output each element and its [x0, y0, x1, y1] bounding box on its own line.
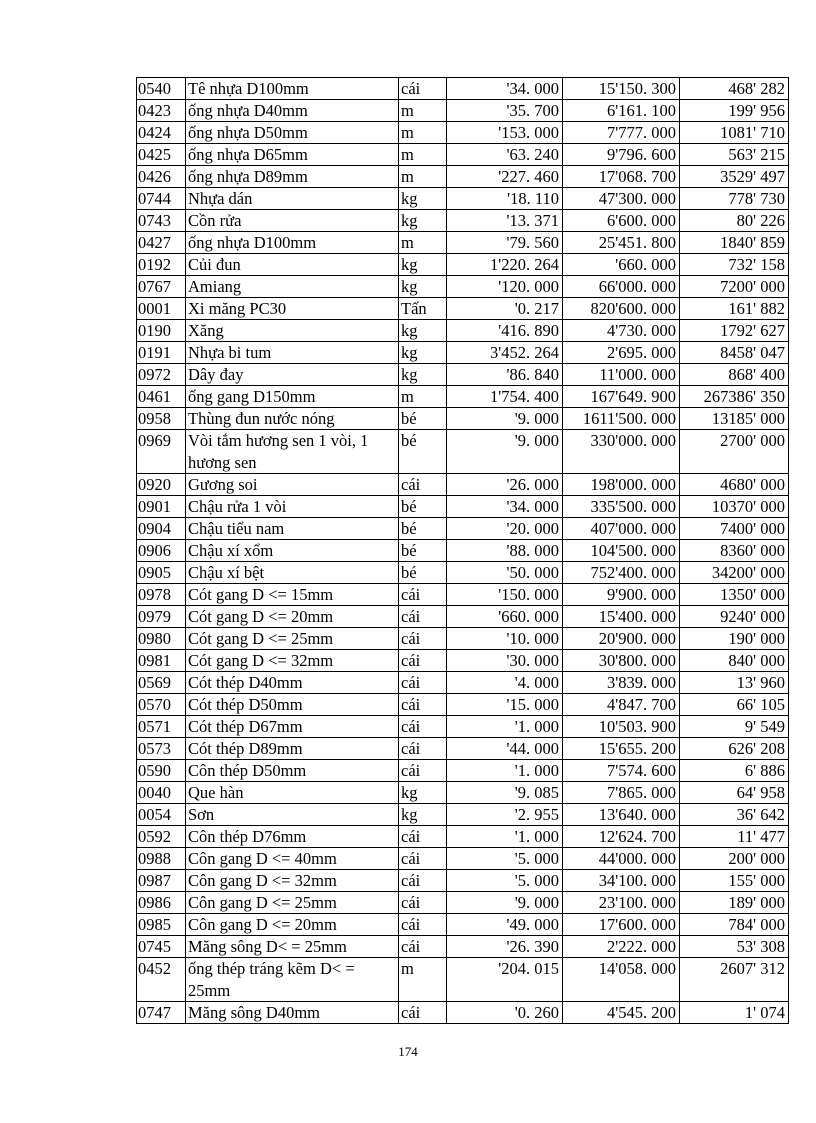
item-unit: cái [399, 650, 447, 672]
item-unit-price: 2'695. 000 [563, 342, 680, 364]
item-unit-price: 407'000. 000 [563, 518, 680, 540]
item-quantity: '44. 000 [447, 738, 563, 760]
item-unit-price: 44'000. 000 [563, 848, 680, 870]
table-row [137, 936, 789, 958]
item-name: Chậu xí xổm [186, 540, 399, 562]
item-quantity: '79. 560 [447, 232, 563, 254]
item-unit: cái [399, 870, 447, 892]
item-unit-price: 6'161. 100 [563, 100, 680, 122]
item-code: 0461 [137, 386, 186, 408]
item-total: 10370' 000 [680, 496, 789, 518]
item-unit-price: 335'500. 000 [563, 496, 680, 518]
table-row [137, 562, 789, 584]
item-total: 13185' 000 [680, 408, 789, 430]
table-row [137, 804, 789, 826]
item-name: Tê nhựa D100mm [186, 78, 399, 100]
item-unit-price: 167'649. 900 [563, 386, 680, 408]
item-name: Que hàn [186, 782, 399, 804]
item-total: 1350' 000 [680, 584, 789, 606]
item-name: ống thép tráng kẽm D< = 25mm [186, 958, 399, 1002]
item-unit: cái [399, 892, 447, 914]
item-quantity: '18. 110 [447, 188, 563, 210]
page-number: 174 [398, 1044, 418, 1059]
item-code: 0906 [137, 540, 186, 562]
item-total: 53' 308 [680, 936, 789, 958]
item-unit: bé [399, 496, 447, 518]
table-row [137, 408, 789, 430]
item-unit: cái [399, 848, 447, 870]
item-name: ống nhựa D65mm [186, 144, 399, 166]
item-quantity: '10. 000 [447, 628, 563, 650]
item-unit: m [399, 144, 447, 166]
item-unit: bé [399, 562, 447, 584]
item-total: 784' 000 [680, 914, 789, 936]
item-total: 468' 282 [680, 78, 789, 100]
item-code: 0191 [137, 342, 186, 364]
table-row [137, 232, 789, 254]
item-quantity: '1. 000 [447, 716, 563, 738]
item-total: 732' 158 [680, 254, 789, 276]
item-quantity: '88. 000 [447, 540, 563, 562]
table-row [137, 914, 789, 936]
item-unit: kg [399, 320, 447, 342]
item-code: 0980 [137, 628, 186, 650]
item-unit: cái [399, 584, 447, 606]
table-row [137, 826, 789, 848]
item-code: 0192 [137, 254, 186, 276]
item-total: 34200' 000 [680, 562, 789, 584]
table-row [137, 320, 789, 342]
item-name: Măng sông D40mm [186, 1002, 399, 1024]
item-unit: kg [399, 782, 447, 804]
item-unit: cái [399, 738, 447, 760]
item-total: 161' 882 [680, 298, 789, 320]
item-quantity: 3'452. 264 [447, 342, 563, 364]
item-total: 7200' 000 [680, 276, 789, 298]
item-name: Cót gang D <= 32mm [186, 650, 399, 672]
item-code: 0987 [137, 870, 186, 892]
item-quantity: '49. 000 [447, 914, 563, 936]
item-unit-price: 7'777. 000 [563, 122, 680, 144]
table-row [137, 276, 789, 298]
item-total: 9240' 000 [680, 606, 789, 628]
table-row [137, 760, 789, 782]
item-unit-price: 4'730. 000 [563, 320, 680, 342]
item-total: 1840' 859 [680, 232, 789, 254]
item-quantity: '34. 000 [447, 496, 563, 518]
table-row [137, 430, 789, 474]
item-code: 0904 [137, 518, 186, 540]
item-unit-price: 9'900. 000 [563, 584, 680, 606]
item-unit-price: 15'150. 300 [563, 78, 680, 100]
item-quantity: '30. 000 [447, 650, 563, 672]
item-unit: bé [399, 540, 447, 562]
item-name: Côn gang D <= 32mm [186, 870, 399, 892]
item-unit: bé [399, 430, 447, 474]
item-code: 0452 [137, 958, 186, 1002]
table-row [137, 782, 789, 804]
item-name: Amiang [186, 276, 399, 298]
item-name: Măng sông D< = 25mm [186, 936, 399, 958]
item-unit: cái [399, 826, 447, 848]
item-total: 1' 074 [680, 1002, 789, 1024]
item-unit: kg [399, 804, 447, 826]
item-unit-price: 12'624. 700 [563, 826, 680, 848]
item-name: Côn gang D <= 40mm [186, 848, 399, 870]
item-quantity: '1. 000 [447, 826, 563, 848]
item-code: 0972 [137, 364, 186, 386]
item-unit: cái [399, 694, 447, 716]
item-unit: cái [399, 78, 447, 100]
table-row [137, 892, 789, 914]
item-name: Thùng đun nước nóng [186, 408, 399, 430]
item-unit: cái [399, 936, 447, 958]
item-unit-price: 13'640. 000 [563, 804, 680, 826]
item-unit: kg [399, 364, 447, 386]
item-code: 0426 [137, 166, 186, 188]
table-row [137, 364, 789, 386]
item-code: 0573 [137, 738, 186, 760]
table-row [137, 848, 789, 870]
item-name: Nhựa dán [186, 188, 399, 210]
item-quantity: '20. 000 [447, 518, 563, 540]
item-name: Nhựa bi tum [186, 342, 399, 364]
item-name: Cót thép D89mm [186, 738, 399, 760]
item-total: 8458' 047 [680, 342, 789, 364]
materials-table [136, 77, 789, 1024]
item-quantity: '227. 460 [447, 166, 563, 188]
item-unit: cái [399, 628, 447, 650]
item-quantity: '86. 840 [447, 364, 563, 386]
item-quantity: '416. 890 [447, 320, 563, 342]
item-name: Vòi tắm hương sen 1 vòi, 1 hương sen [186, 430, 399, 474]
table-row [137, 650, 789, 672]
item-total: 563' 215 [680, 144, 789, 166]
item-quantity: '9. 085 [447, 782, 563, 804]
item-code: 0001 [137, 298, 186, 320]
item-unit-price: 30'800. 000 [563, 650, 680, 672]
item-unit-price: 6'600. 000 [563, 210, 680, 232]
table-row [137, 540, 789, 562]
item-quantity: '35. 700 [447, 100, 563, 122]
item-total: 13' 960 [680, 672, 789, 694]
table-row [137, 474, 789, 496]
item-unit-price: 15'400. 000 [563, 606, 680, 628]
item-total: 2700' 000 [680, 430, 789, 474]
item-quantity: 1'754. 400 [447, 386, 563, 408]
item-code: 0767 [137, 276, 186, 298]
item-unit-price: 34'100. 000 [563, 870, 680, 892]
item-name: Cót thép D40mm [186, 672, 399, 694]
materials-table-body [137, 78, 789, 1024]
table-row [137, 606, 789, 628]
item-code: 0979 [137, 606, 186, 628]
item-quantity: '5. 000 [447, 848, 563, 870]
item-unit: m [399, 232, 447, 254]
item-unit-price: 4'847. 700 [563, 694, 680, 716]
item-total: 868' 400 [680, 364, 789, 386]
item-code: 0901 [137, 496, 186, 518]
item-quantity: '150. 000 [447, 584, 563, 606]
item-code: 0190 [137, 320, 186, 342]
item-quantity: '120. 000 [447, 276, 563, 298]
table-row [137, 518, 789, 540]
item-unit: cái [399, 672, 447, 694]
table-row [137, 78, 789, 100]
table-row [137, 100, 789, 122]
table-row [137, 188, 789, 210]
item-unit: kg [399, 342, 447, 364]
item-total: 66' 105 [680, 694, 789, 716]
item-name: ống nhựa D89mm [186, 166, 399, 188]
item-quantity: '63. 240 [447, 144, 563, 166]
table-row [137, 342, 789, 364]
item-quantity: '204. 015 [447, 958, 563, 1002]
item-unit: m [399, 122, 447, 144]
item-unit: cái [399, 760, 447, 782]
item-total: 778' 730 [680, 188, 789, 210]
table-row [137, 628, 789, 650]
item-unit: cái [399, 716, 447, 738]
item-unit-price: 104'500. 000 [563, 540, 680, 562]
item-name: Củi đun [186, 254, 399, 276]
item-name: Côn thép D50mm [186, 760, 399, 782]
item-unit: m [399, 100, 447, 122]
item-total: 6' 886 [680, 760, 789, 782]
item-total: 36' 642 [680, 804, 789, 826]
item-unit-price: 4'545. 200 [563, 1002, 680, 1024]
table-row [137, 870, 789, 892]
item-total: 3529' 497 [680, 166, 789, 188]
item-total: 190' 000 [680, 628, 789, 650]
item-unit: m [399, 958, 447, 1002]
item-name: Chậu xí bệt [186, 562, 399, 584]
item-quantity: '34. 000 [447, 78, 563, 100]
item-name: Sơn [186, 804, 399, 826]
item-name: ống nhựa D40mm [186, 100, 399, 122]
item-quantity: '26. 000 [447, 474, 563, 496]
item-total: 4680' 000 [680, 474, 789, 496]
item-unit-price: 20'900. 000 [563, 628, 680, 650]
item-name: Chậu rửa 1 vòi [186, 496, 399, 518]
item-code: 0569 [137, 672, 186, 694]
item-code: 0985 [137, 914, 186, 936]
item-code: 0540 [137, 78, 186, 100]
item-quantity: '660. 000 [447, 606, 563, 628]
item-unit: cái [399, 1002, 447, 1024]
table-row [137, 386, 789, 408]
item-name: Cót thép D67mm [186, 716, 399, 738]
item-name: Cồn rửa [186, 210, 399, 232]
item-code: 0424 [137, 122, 186, 144]
item-name: Chậu tiểu nam [186, 518, 399, 540]
item-name: Xăng [186, 320, 399, 342]
item-unit-price: 11'000. 000 [563, 364, 680, 386]
item-code: 0986 [137, 892, 186, 914]
item-name: Côn gang D <= 25mm [186, 892, 399, 914]
item-unit: m [399, 166, 447, 188]
item-quantity: '1. 000 [447, 760, 563, 782]
item-code: 0981 [137, 650, 186, 672]
table-row [137, 694, 789, 716]
item-code: 0978 [137, 584, 186, 606]
item-unit-price: 1611'500. 000 [563, 408, 680, 430]
item-total: 80' 226 [680, 210, 789, 232]
item-unit: kg [399, 254, 447, 276]
table-row [137, 166, 789, 188]
table-row [137, 958, 789, 1002]
item-unit: kg [399, 210, 447, 232]
item-code: 0592 [137, 826, 186, 848]
item-unit-price: 10'503. 900 [563, 716, 680, 738]
item-unit-price: 9'796. 600 [563, 144, 680, 166]
item-total: 1792' 627 [680, 320, 789, 342]
table-row [137, 584, 789, 606]
item-code: 0743 [137, 210, 186, 232]
item-name: Dây đay [186, 364, 399, 386]
item-unit: bé [399, 408, 447, 430]
item-quantity: '9. 000 [447, 408, 563, 430]
table-row [137, 738, 789, 760]
item-total: 2607' 312 [680, 958, 789, 1002]
item-unit-price: 7'574. 600 [563, 760, 680, 782]
item-name: ống nhựa D100mm [186, 232, 399, 254]
item-code: 0040 [137, 782, 186, 804]
item-code: 0745 [137, 936, 186, 958]
table-row [137, 716, 789, 738]
item-total: 267386' 350 [680, 386, 789, 408]
item-quantity: '9. 000 [447, 892, 563, 914]
item-unit-price: 14'058. 000 [563, 958, 680, 1002]
item-total: 200' 000 [680, 848, 789, 870]
item-code: 0747 [137, 1002, 186, 1024]
item-total: 155' 000 [680, 870, 789, 892]
item-quantity: '2. 955 [447, 804, 563, 826]
item-unit-price: 752'400. 000 [563, 562, 680, 584]
item-unit: kg [399, 276, 447, 298]
item-total: 189' 000 [680, 892, 789, 914]
item-code: 0427 [137, 232, 186, 254]
table-row [137, 122, 789, 144]
item-unit-price: 2'222. 000 [563, 936, 680, 958]
item-code: 0570 [137, 694, 186, 716]
item-unit: m [399, 386, 447, 408]
item-name: ống gang D150mm [186, 386, 399, 408]
item-name: Cót gang D <= 15mm [186, 584, 399, 606]
item-code: 0744 [137, 188, 186, 210]
item-total: 8360' 000 [680, 540, 789, 562]
item-unit-price: 198'000. 000 [563, 474, 680, 496]
item-unit-price: 330'000. 000 [563, 430, 680, 474]
item-quantity: '0. 260 [447, 1002, 563, 1024]
item-quantity: '4. 000 [447, 672, 563, 694]
item-unit-price: 820'600. 000 [563, 298, 680, 320]
item-total: 1081' 710 [680, 122, 789, 144]
item-name: Cót gang D <= 20mm [186, 606, 399, 628]
item-unit-price: 47'300. 000 [563, 188, 680, 210]
item-quantity: 1'220. 264 [447, 254, 563, 276]
item-code: 0920 [137, 474, 186, 496]
item-unit: Tấn [399, 298, 447, 320]
item-unit-price: 66'000. 000 [563, 276, 680, 298]
item-name: Xi măng PC30 [186, 298, 399, 320]
item-total: 7400' 000 [680, 518, 789, 540]
item-total: 64' 958 [680, 782, 789, 804]
table-row [137, 1002, 789, 1024]
item-quantity: '9. 000 [447, 430, 563, 474]
item-unit: bé [399, 518, 447, 540]
item-unit: kg [399, 188, 447, 210]
item-unit-price: 3'839. 000 [563, 672, 680, 694]
item-code: 0905 [137, 562, 186, 584]
item-code: 0425 [137, 144, 186, 166]
item-name: ống nhựa D50mm [186, 122, 399, 144]
item-unit-price: 25'451. 800 [563, 232, 680, 254]
item-unit: cái [399, 914, 447, 936]
item-name: Cót thép D50mm [186, 694, 399, 716]
item-unit-price: 17'068. 700 [563, 166, 680, 188]
item-name: Côn thép D76mm [186, 826, 399, 848]
item-code: 0969 [137, 430, 186, 474]
item-unit-price: '660. 000 [563, 254, 680, 276]
item-unit: cái [399, 606, 447, 628]
item-unit: cái [399, 474, 447, 496]
item-total: 199' 956 [680, 100, 789, 122]
table-row [137, 254, 789, 276]
item-code: 0988 [137, 848, 186, 870]
item-code: 0590 [137, 760, 186, 782]
item-quantity: '15. 000 [447, 694, 563, 716]
item-unit-price: 17'600. 000 [563, 914, 680, 936]
table-row [137, 210, 789, 232]
item-quantity: '5. 000 [447, 870, 563, 892]
item-total: 11' 477 [680, 826, 789, 848]
item-name: Cót gang D <= 25mm [186, 628, 399, 650]
item-name: Côn gang D <= 20mm [186, 914, 399, 936]
item-quantity: '0. 217 [447, 298, 563, 320]
table-row [137, 144, 789, 166]
item-unit-price: 15'655. 200 [563, 738, 680, 760]
item-quantity: '13. 371 [447, 210, 563, 232]
item-quantity: '50. 000 [447, 562, 563, 584]
item-unit-price: 23'100. 000 [563, 892, 680, 914]
item-total: 626' 208 [680, 738, 789, 760]
item-total: 840' 000 [680, 650, 789, 672]
item-code: 0958 [137, 408, 186, 430]
item-name: Gương soi [186, 474, 399, 496]
item-code: 0423 [137, 100, 186, 122]
item-code: 0571 [137, 716, 186, 738]
item-quantity: '153. 000 [447, 122, 563, 144]
item-total: 9' 549 [680, 716, 789, 738]
table-row [137, 672, 789, 694]
item-quantity: '26. 390 [447, 936, 563, 958]
item-unit-price: 7'865. 000 [563, 782, 680, 804]
table-row [137, 496, 789, 518]
table-row [137, 298, 789, 320]
item-code: 0054 [137, 804, 186, 826]
